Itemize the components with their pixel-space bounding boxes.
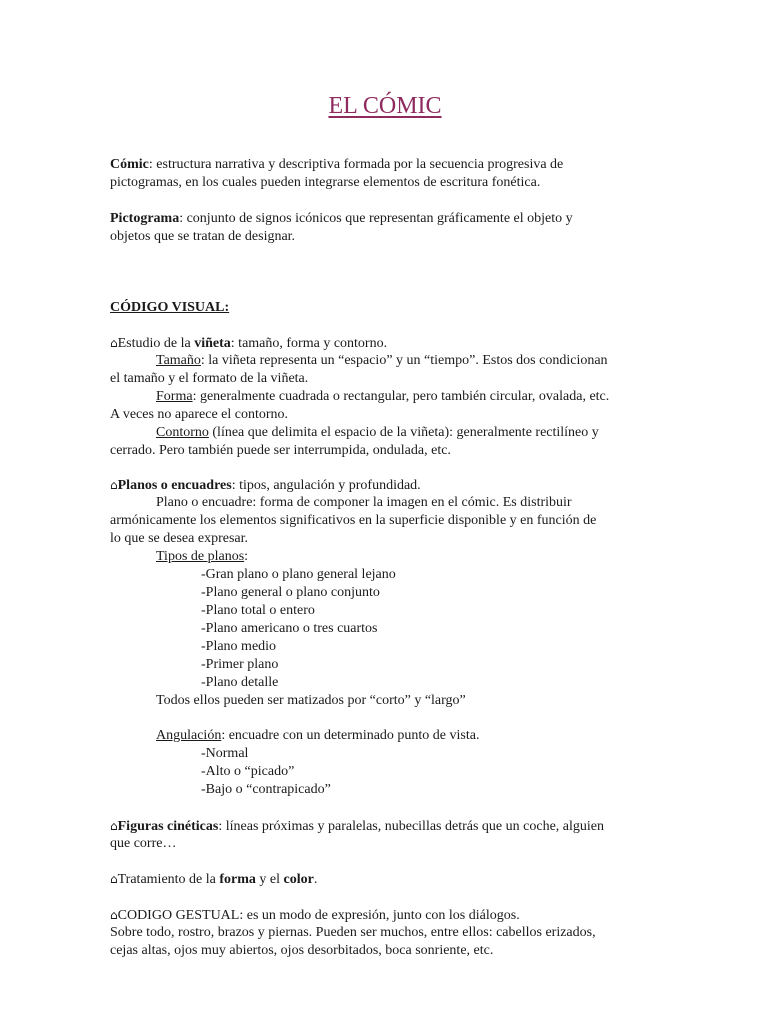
codigo-visual-section (110, 299, 660, 317)
forma-text: : generalmente cuadrada o rectangular, pero también circular, ovalada, etc. (192, 389, 610, 404)
planos-post: : tipos, angulación y profundidad. (231, 478, 421, 493)
forma-text-line2: A veces no aparece el contorno. (110, 407, 289, 422)
tratamiento-pre: Tratamiento de la (117, 872, 220, 887)
tratamiento-mid: y el (255, 872, 284, 887)
planos-desc-line1: Plano o encuadre: forma de componer la imagen en el cómic. Es distribuir (156, 495, 572, 510)
list-item: -Bajo o “contrapicado” (201, 782, 331, 797)
house-bullet-icon: ⌂ (110, 478, 118, 492)
vineta-post: : tamaño, forma y contorno. (230, 336, 388, 351)
tratamiento-end: . (313, 872, 318, 887)
tratamiento-color: color (283, 872, 314, 887)
pictograma-definition-text: : conjunto de signos icónicos que representan gráficamente el objeto y (179, 211, 573, 226)
contorno-text: (línea que delimita el espacio de la viñeta): generalmente rectilíneo y (208, 425, 599, 440)
list-item: -Plano total o entero (201, 603, 315, 618)
figuras-text-line2: que corre… (110, 836, 177, 851)
comic-definition-line2: pictogramas, en los cuales pueden integrarse elementos de escritura fonética. (110, 175, 541, 190)
house-bullet-icon: ⌂ (110, 872, 118, 886)
house-bullet-icon: ⌂ (110, 819, 118, 833)
pictograma-definition-line2: objetos que se tratan de designar. (110, 229, 296, 244)
planos-term: Planos o encuadres (117, 478, 232, 493)
pictograma-definition (110, 210, 660, 246)
planos-section (110, 476, 660, 710)
figuras-section (110, 817, 660, 853)
list-item: -Plano medio (201, 639, 277, 654)
list-item: -Plano general o plano conjunto (201, 585, 380, 600)
tratamiento-forma: forma (219, 872, 256, 887)
list-item: -Primer plano (201, 657, 279, 672)
angulacion-label: Angulación (156, 728, 222, 743)
contorno-label: Contorno (156, 425, 209, 440)
tratamiento-section (110, 870, 660, 888)
list-item: -Gran plano o plano general lejano (201, 567, 396, 582)
vineta-term: viñeta (194, 336, 231, 351)
comic-definition (110, 156, 660, 192)
gestual-text-line2: Sobre todo, rostro, brazos y piernas. Pueden ser muchos, entre ellos: cabellos erizados, (110, 925, 596, 940)
list-item: -Alto o “picado” (201, 764, 295, 779)
angulacion-text: : encuadre con un determinado punto de vista. (221, 728, 480, 743)
tipos-de-planos-label: Tipos de planos (156, 549, 245, 564)
list-item: -Plano detalle (201, 675, 279, 690)
planos-desc-line2: armónicamente los elementos significativos en la superficie disponible y en función de (110, 513, 597, 528)
document-title: EL CÓMIC (328, 93, 442, 119)
comic-definition-text: : estructura narrativa y descriptiva formada por la secuencia progresiva de (148, 157, 564, 172)
planos-desc-line3: lo que se desea expresar. (110, 531, 248, 546)
gestual-section (110, 906, 660, 960)
comic-term: Cómic (110, 157, 149, 172)
pictograma-term: Pictograma (110, 211, 180, 226)
tamano-label: Tamaño (156, 353, 201, 368)
forma-label: Forma (156, 389, 193, 404)
tamano-text: : la viñeta representa un “espacio” y un “tiempo”. Estos dos condicionan (200, 353, 608, 368)
tipos-colon: : (244, 549, 249, 564)
tamano-text-line2: el tamaño y el formato de la viñeta. (110, 371, 309, 386)
contorno-text-line2: cerrado. Pero también puede ser interrumpida, ondulada, etc. (110, 443, 451, 458)
house-bullet-icon: ⌂ (110, 336, 118, 350)
angulacion-section (110, 727, 660, 799)
figuras-term: Figuras cinéticas (117, 819, 219, 834)
gestual-text: CODIGO GESTUAL: es un modo de expresión, junto con los diálogos. (117, 908, 520, 923)
vineta-section (110, 334, 660, 460)
matizados-text: Todos ellos pueden ser matizados por “corto” y “largo” (156, 693, 466, 708)
house-bullet-icon: ⌂ (110, 908, 118, 922)
list-item: -Plano americano o tres cuartos (201, 621, 378, 636)
list-item: -Normal (201, 746, 249, 761)
gestual-text-line3: cejas altas, ojos muy abiertos, ojos desorbitados, boca sonriente, etc. (110, 943, 494, 958)
vineta-pre: Estudio de la (117, 336, 195, 351)
codigo-visual-heading: CÓDIGO VISUAL: (110, 300, 230, 315)
figuras-text: : líneas próximas y paralelas, nubecillas detrás que un coche, alguien (218, 819, 604, 834)
